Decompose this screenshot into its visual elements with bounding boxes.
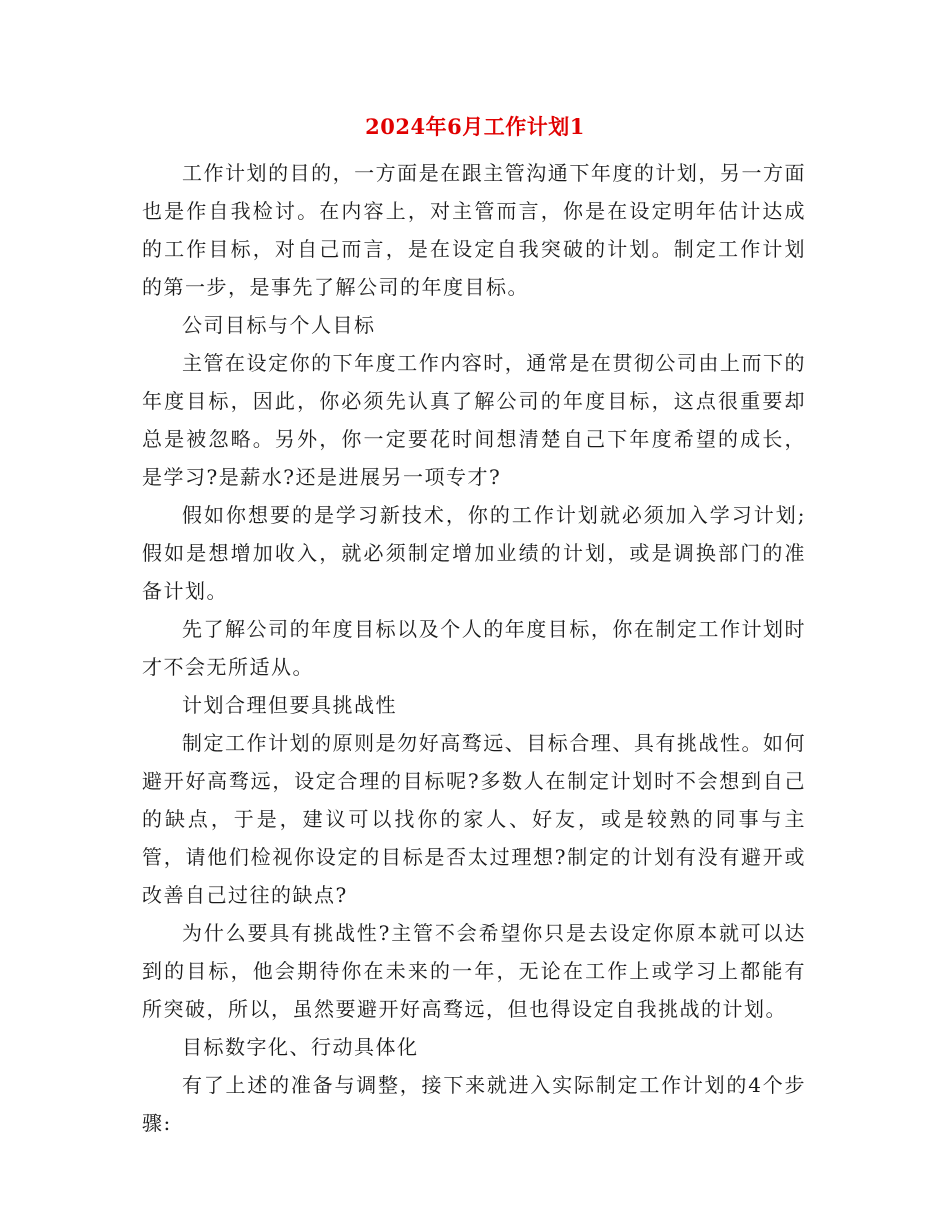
document-title: 2024年6月工作计划1 xyxy=(365,114,585,139)
section-heading-quantify-goals: 目标数字化、行动具体化 xyxy=(182,1035,419,1059)
paragraph-know-goals-first: 先了解公司的年度目标以及个人的年度目标，你在制定工作计划时才不会无所适从。 xyxy=(142,617,806,679)
paragraph-planning-principles: 制定工作计划的原则是勿好高骛远、目标合理、具有挑战性。如何避开好高骛远，设定合理的目标呢?多数人在制定计划时不会想到自己的缺点，于是，建议可以找你的家人、好友，或是较熟的同事与主管，请他们检视你设定的目标是否太过理想?制定的计划有没有避开或改善自己过往的缺点? xyxy=(142,731,806,907)
paragraph-intro: 工作计划的目的，一方面是在跟主管沟通下年度的计划，另一方面也是作自我检讨。在内容上，对主管而言，你是在设定明年估计达成的工作目标，对自己而言，是在设定自我突破的计划。制定工作计划的第一步，是事先了解公司的年度目标。 xyxy=(142,161,806,299)
paragraph-four-steps: 有了上述的准备与调整，接下来就进入实际制定工作计划的4个步骤: xyxy=(142,1073,806,1135)
paragraph-company-goals: 主管在设定你的下年度工作内容时，通常是在贯彻公司由上而下的年度目标，因此，你必须先认真了解公司的年度目标，这点很重要却总是被忽略。另外，你一定要花时间想清楚自己下年度希望的成长，是学习?是薪水?还是进展另一项专才? xyxy=(142,351,806,489)
document-body xyxy=(142,154,806,1142)
paragraph-learning-plan: 假如你想要的是学习新技术，你的工作计划就必须加入学习计划;假如是想增加收入，就必须制定增加业绩的计划，或是调换部门的准备计划。 xyxy=(142,503,806,603)
section-heading-reasonable-challenging: 计划合理但要具挑战性 xyxy=(182,693,397,717)
paragraph-why-challenging: 为什么要具有挑战性?主管不会希望你只是去设定你原本就可以达到的目标，他会期待你在未来的一年，无论在工作上或学习上都能有所突破，所以，虽然要避开好高骛远，但也得设定自我挑战的计划。 xyxy=(142,921,806,1021)
section-heading-company-personal-goals: 公司目标与个人目标 xyxy=(182,313,376,337)
